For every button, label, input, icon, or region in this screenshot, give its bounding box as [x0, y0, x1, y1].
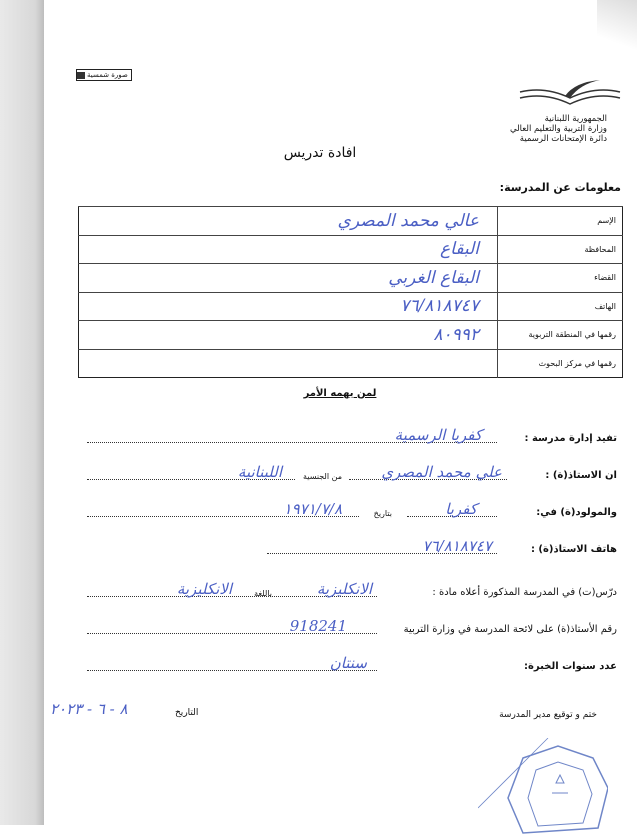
experience-value: سنتان [329, 654, 367, 672]
table-row [79, 264, 623, 293]
born-label: والمولود(ة) في: [536, 507, 617, 518]
school-info-heading: معلومات عن المدرسة: [499, 181, 621, 194]
nationality-value: اللبنانية [237, 463, 282, 481]
principal-signature-label: ختم و توقيع مدير المدرسة [499, 710, 597, 720]
experience-label: عدد سنوات الخبرة: [524, 661, 617, 672]
teacher-label: ان الاستاذ(ة) : [545, 470, 617, 481]
table-row [79, 292, 623, 321]
birth-row [87, 498, 617, 520]
table-row [79, 235, 623, 264]
org-line: دائرة الإمتحانات الرسمية [519, 134, 607, 144]
school-value: كفريا الرسمية [394, 426, 482, 444]
district-value: البقاع الغربي [79, 264, 498, 293]
name-label: الإسم [498, 207, 623, 236]
subject-value: الانكليزية [316, 580, 372, 598]
table-row [79, 321, 623, 350]
teacher-phone-value: ٧٦/٨١٨٧٤٧ [422, 537, 492, 555]
edu-region-number-label: رقمها في المنطقة التربوية [498, 321, 623, 350]
birth-date-value: ١٩٧١/٧/٨ [283, 500, 342, 518]
photo-label: صورة شمسية [87, 71, 128, 79]
school-stamp-icon [478, 738, 608, 838]
photo-icon [77, 72, 85, 79]
document-title: افادة تدريس [283, 145, 357, 161]
name-value: عالي محمد المصري [79, 207, 498, 236]
born-value: كفريا [445, 500, 477, 518]
governorate-value: البقاع [79, 235, 498, 264]
school-row [87, 424, 617, 446]
experience-row [87, 652, 617, 674]
table-row [79, 349, 623, 378]
language-label: باللغة [254, 589, 272, 598]
district-label: القضاء [498, 264, 623, 293]
governorate-label: المحافظة [498, 235, 623, 264]
teacher-phone-label: هاتف الاستاذ(ة) : [530, 544, 617, 555]
research-center-number-value [79, 349, 498, 378]
school-label: تفيد إدارة مدرسة : [524, 433, 617, 444]
org-line: الجمهورية اللبنانية [544, 114, 607, 124]
teacher-number-label: رقم الأستاذ(ة) على لائحة المدرسة في وزارة التربية [403, 624, 617, 635]
phone-value: ٧٦/٨١٨٧٤٧ [79, 292, 498, 321]
subject-label: درّس(ت) في المدرسة المذكورة أعلاه مادة : [432, 587, 617, 598]
subject-row [87, 578, 617, 600]
org-header [477, 114, 607, 144]
to-whom-it-may-concern: لمن يهمه الأمر [303, 388, 377, 399]
teacher-number-value: 918241 [289, 617, 347, 635]
date-value: ٨ - ٦ - ٢٠٢٣ [50, 700, 128, 718]
page-fold [597, 0, 637, 70]
phone-label: الهاتف [498, 292, 623, 321]
org-line: وزارة التربية والتعليم العالي [509, 124, 607, 134]
research-center-number-label: رقمها في مركز البحوث [498, 349, 623, 378]
birth-date-label: بتاريخ [373, 509, 392, 518]
teacher-number-row [87, 615, 617, 637]
language-value: الانكليزية [176, 580, 232, 598]
school-info-table [78, 206, 623, 378]
nationality-label: من الجنسية [303, 472, 342, 481]
table-row [79, 207, 623, 236]
teacher-value: علي محمد المصري [381, 463, 502, 481]
ministry-logo-icon [515, 78, 625, 110]
teacher-phone-row [87, 535, 617, 557]
edu-region-number-value: ٨٠٩٩٢ [79, 321, 498, 350]
scan-edge [0, 0, 44, 825]
date-label: التاريخ [175, 708, 199, 718]
teacher-row [87, 461, 617, 483]
photo-placeholder [76, 69, 132, 81]
